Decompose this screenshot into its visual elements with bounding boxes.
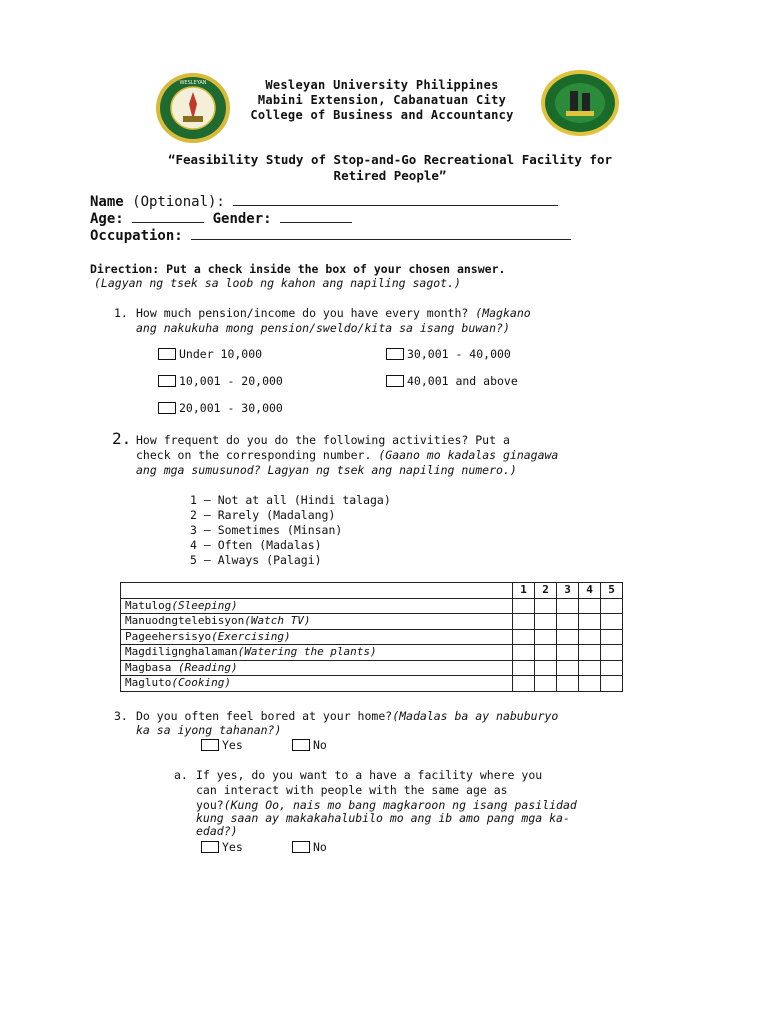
q3-number: 3. xyxy=(114,709,128,723)
checkbox[interactable] xyxy=(201,739,219,751)
q3a-line3-tagalog: (Kung Oo, nais mo bang magkaroon ng isang pasilidad xyxy=(223,798,577,812)
college-name: College of Business and Accountancy xyxy=(250,108,514,122)
activity-frequency-table xyxy=(120,582,623,692)
option-label: No xyxy=(313,738,327,752)
q1-tagalog: (Magkano xyxy=(475,306,531,320)
option-label: 30,001 - 40,000 xyxy=(407,347,511,361)
rating-cell[interactable] xyxy=(513,614,535,630)
activity-label xyxy=(121,676,513,692)
q3-question xyxy=(136,709,558,724)
college-of-business-seal xyxy=(540,69,620,137)
svg-text:WESLEYAN: WESLEYAN xyxy=(179,80,207,86)
rating-cell[interactable] xyxy=(535,598,557,614)
q1-option-5[interactable] xyxy=(386,374,518,388)
q3-text: Do you often feel bored at your home? xyxy=(136,709,393,723)
occupation-label: Occupation: xyxy=(90,228,183,244)
gender-label: Gender: xyxy=(212,211,272,227)
rating-cell[interactable] xyxy=(513,629,535,645)
table-row xyxy=(121,629,623,645)
rating-cell[interactable] xyxy=(557,660,579,676)
name-label: Name xyxy=(90,194,124,210)
q1-question xyxy=(136,306,531,321)
rating-cell[interactable] xyxy=(601,614,623,630)
checkbox[interactable] xyxy=(158,375,176,387)
rating-cell[interactable] xyxy=(601,598,623,614)
scale-item-3: 3 – Sometimes (Minsan) xyxy=(190,523,343,537)
name-optional: (Optional): xyxy=(123,194,234,210)
rating-cell[interactable] xyxy=(601,660,623,676)
activity-english: (Exercising) xyxy=(211,629,291,643)
activity-tagalog: Matulog xyxy=(125,598,172,612)
q2-question-line1: How frequent do you do the following activities? Put a xyxy=(136,433,510,447)
column-header: 1 xyxy=(513,583,535,599)
rating-cell[interactable] xyxy=(601,645,623,661)
name-input-line[interactable] xyxy=(233,193,558,206)
activity-label xyxy=(121,614,513,630)
direction-english: Direction: Put a check inside the box of your chosen answer. xyxy=(90,262,506,276)
activity-label xyxy=(121,629,513,645)
column-header: 4 xyxy=(579,583,601,599)
rating-cell[interactable] xyxy=(535,629,557,645)
age-input-line[interactable] xyxy=(132,210,204,223)
rating-cell[interactable] xyxy=(535,614,557,630)
q1-option-1[interactable] xyxy=(158,347,262,361)
q3a-yes-option[interactable] xyxy=(201,840,243,854)
scale-item-2: 2 – Rarely (Madalang) xyxy=(190,508,336,522)
scale-item-5: 5 – Always (Palagi) xyxy=(190,553,322,567)
activity-english: (Watering the plants) xyxy=(237,645,377,659)
q2-line2-tagalog: (Gaano mo kadalas ginagawa xyxy=(378,448,559,462)
table-row xyxy=(121,676,623,692)
rating-cell[interactable] xyxy=(579,676,601,692)
q2-question-line2 xyxy=(136,448,558,463)
age-label: Age: xyxy=(90,211,124,227)
rating-cell[interactable] xyxy=(579,645,601,661)
column-header: 3 xyxy=(557,583,579,599)
q1-option-3[interactable] xyxy=(158,401,283,415)
checkbox[interactable] xyxy=(292,841,310,853)
column-header: 2 xyxy=(535,583,557,599)
rating-cell[interactable] xyxy=(557,614,579,630)
gender-input-line[interactable] xyxy=(280,210,352,223)
occupation-input-line[interactable] xyxy=(191,227,571,240)
option-label: Yes xyxy=(222,840,243,854)
rating-cell[interactable] xyxy=(601,629,623,645)
checkbox[interactable] xyxy=(386,348,404,360)
age-gender-field xyxy=(90,210,352,228)
rating-cell[interactable] xyxy=(557,676,579,692)
table-header-blank xyxy=(121,583,513,599)
checkbox[interactable] xyxy=(158,348,176,360)
activity-english: (Cooking) xyxy=(171,676,231,690)
q3-question-line2: ka sa iyong tahanan?) xyxy=(136,723,282,737)
q1-text: How much pension/income do you have every month? xyxy=(136,306,469,320)
activity-tagalog: Manuodngtelebisyon xyxy=(125,614,245,628)
rating-cell[interactable] xyxy=(557,629,579,645)
scale-item-1: 1 – Not at all (Hindi talaga) xyxy=(190,493,391,507)
q1-question-line2: ang nakukuha mong pension/sweldo/kita sa isang buwan?) xyxy=(136,321,510,335)
table-row xyxy=(121,598,623,614)
rating-cell[interactable] xyxy=(535,660,557,676)
rating-cell[interactable] xyxy=(579,614,601,630)
q3a-line2: can interact with people with the same age as xyxy=(196,783,508,797)
table-row xyxy=(121,660,623,676)
activity-label xyxy=(121,660,513,676)
option-label: 20,001 - 30,000 xyxy=(179,401,283,415)
rating-cell[interactable] xyxy=(513,645,535,661)
q3-no-option[interactable] xyxy=(292,738,327,752)
option-label: Under 10,000 xyxy=(179,347,263,361)
scale-item-4: 4 – Often (Madalas) xyxy=(190,538,322,552)
university-address: Mabini Extension, Cabanatuan City xyxy=(257,93,507,107)
activity-english: (Sleeping) xyxy=(171,598,238,612)
rating-cell[interactable] xyxy=(513,676,535,692)
study-title-line1: “Feasibility Study of Stop-and-Go Recreational Facility for xyxy=(167,152,612,167)
rating-cell[interactable] xyxy=(557,645,579,661)
rating-cell[interactable] xyxy=(535,676,557,692)
activity-tagalog: Magluto xyxy=(125,676,172,690)
study-title-line2: Retired People” xyxy=(333,168,447,183)
q1-option-4[interactable] xyxy=(386,347,511,361)
q3a-line5: edad?) xyxy=(196,824,238,838)
table-header-row xyxy=(121,583,623,599)
q3a-line1: If yes, do you want to a have a facility where you xyxy=(196,768,543,782)
q1-number: 1. xyxy=(114,306,128,320)
q3a-line4: kung saan ay makakahalubilo mo ang ib amo pang mga ka- xyxy=(196,811,570,825)
name-field xyxy=(90,193,558,211)
q3-yes-option[interactable] xyxy=(201,738,243,752)
occupation-field xyxy=(90,227,571,245)
direction-tagalog: (Lagyan ng tsek sa loob ng kahon ang napiling sagot.) xyxy=(94,276,461,290)
q1-option-2[interactable] xyxy=(158,374,283,388)
table-row xyxy=(121,645,623,661)
activity-english: (Watch TV) xyxy=(244,614,311,628)
activity-tagalog: Magbasa xyxy=(125,660,178,674)
activity-english: (Reading) xyxy=(177,660,238,674)
university-name: Wesleyan University Philippines xyxy=(265,78,499,92)
q3a-no-option[interactable] xyxy=(292,840,327,854)
rating-cell[interactable] xyxy=(535,645,557,661)
activity-label xyxy=(121,645,513,661)
rating-cell[interactable] xyxy=(601,676,623,692)
rating-cell[interactable] xyxy=(557,598,579,614)
activity-label xyxy=(121,598,513,614)
q2-line2-text: check on the corresponding number. xyxy=(136,448,372,462)
checkbox[interactable] xyxy=(201,841,219,853)
column-header: 5 xyxy=(601,583,623,599)
checkbox[interactable] xyxy=(158,402,176,414)
option-label: 40,001 and above xyxy=(407,374,518,388)
option-label: Yes xyxy=(222,738,243,752)
activity-tagalog: Pageehersisyo xyxy=(125,629,212,643)
q3-tagalog: (Madalas ba ay nabuburyo xyxy=(392,709,559,723)
activity-tagalog: Magdilignghalaman xyxy=(125,645,238,659)
rating-cell[interactable] xyxy=(579,598,601,614)
rating-cell[interactable] xyxy=(579,629,601,645)
table-row xyxy=(121,614,623,630)
q2-question-line3: ang mga sumusunod? Lagyan ng tsek ang napiling numero.) xyxy=(136,463,517,477)
q2-number: 2. xyxy=(112,429,132,448)
q3a-line3-text: you? xyxy=(196,798,224,812)
rating-cell[interactable] xyxy=(513,660,535,676)
rating-cell[interactable] xyxy=(579,660,601,676)
checkbox[interactable] xyxy=(386,375,404,387)
option-label: 10,001 - 20,000 xyxy=(179,374,283,388)
wesleyan-university-seal xyxy=(155,72,231,144)
q3a-letter: a. xyxy=(174,768,188,782)
rating-cell[interactable] xyxy=(513,598,535,614)
option-label: No xyxy=(313,840,327,854)
checkbox[interactable] xyxy=(292,739,310,751)
